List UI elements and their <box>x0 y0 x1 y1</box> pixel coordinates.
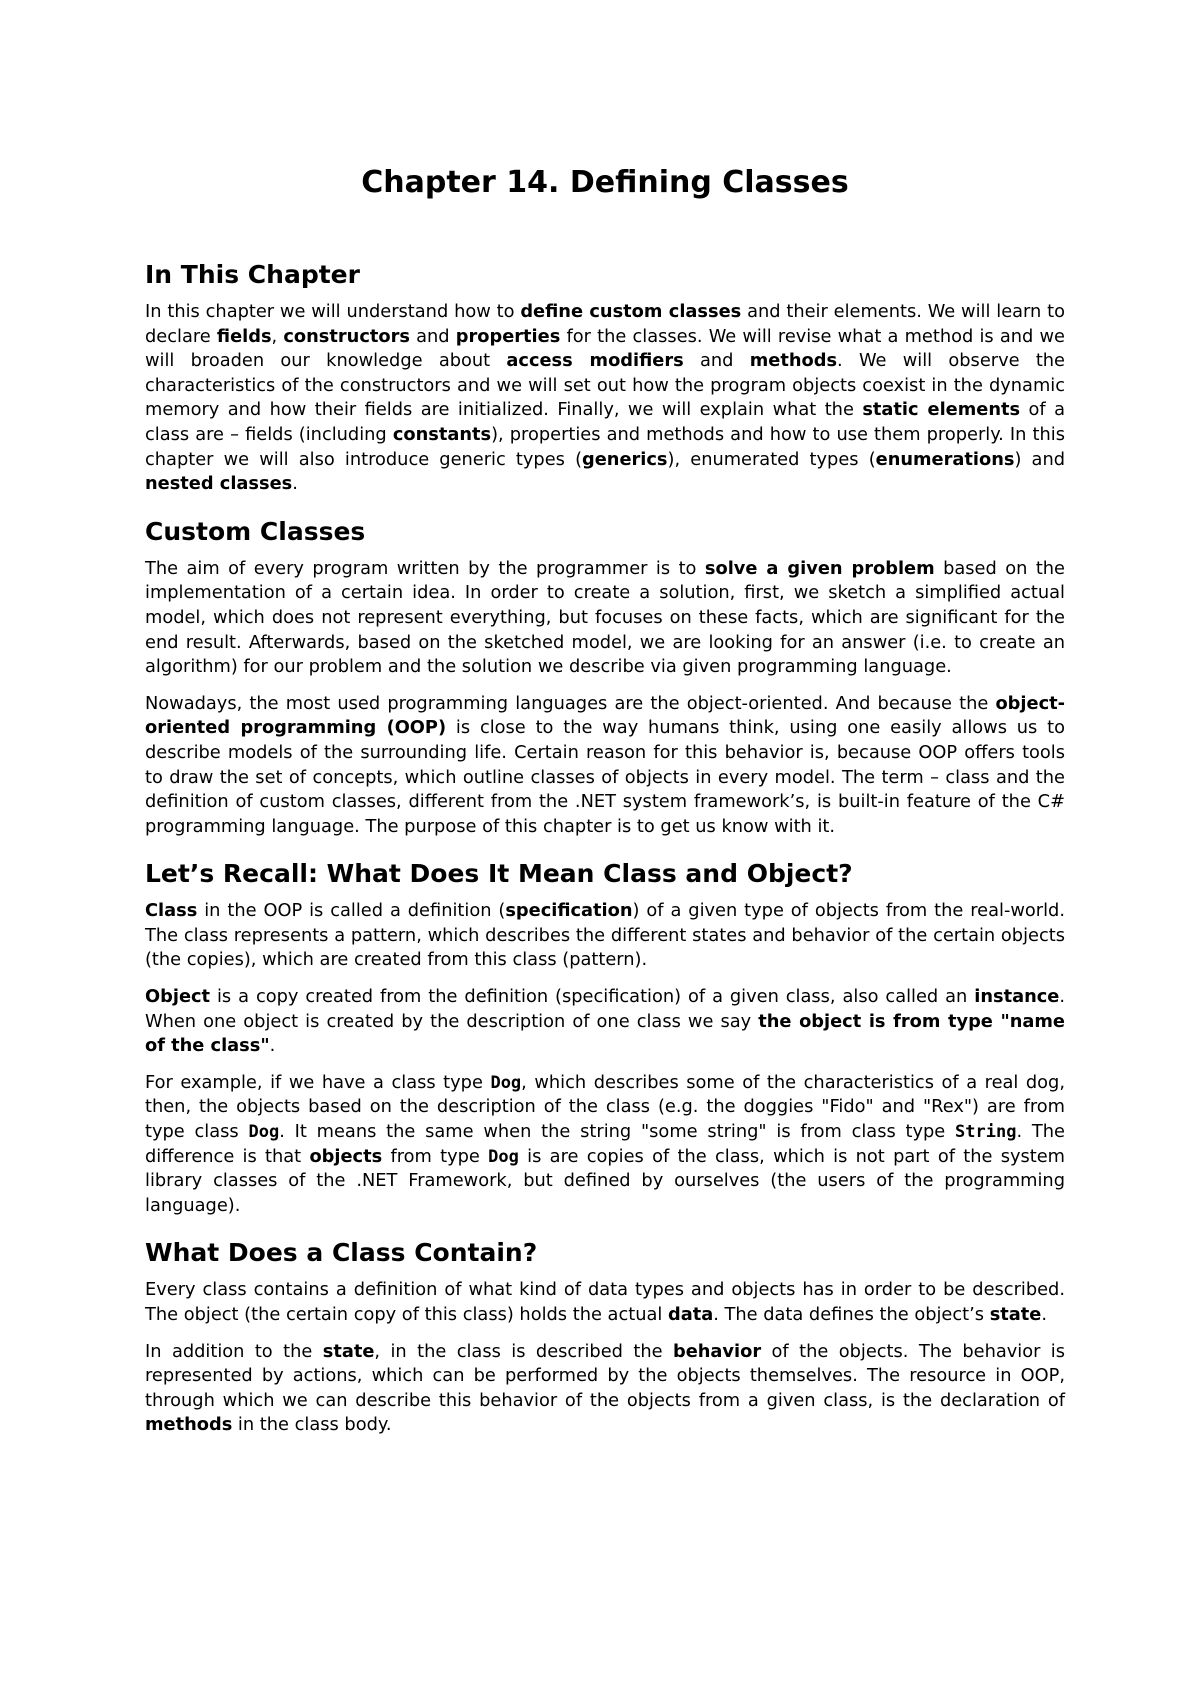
section <box>145 1236 1065 1438</box>
section <box>145 857 1065 1218</box>
bold-term: methods <box>145 1414 233 1436</box>
text-run: is close to the way humans think, using one easily allows us to describe models of the surrounding life. Certain reason for this behavior is, because OOP offers tools to draw the set of concepts, which outline classes of objects in every model. The term – class and the definition of custom classes, different from the .NET system framework’s, is built-in feature of the C# programming language. The purpose of this chapter is to get us know with it. <box>145 717 1066 837</box>
bold-term: object-oriented programming (OOP) <box>145 692 1065 739</box>
text-run: . When one object is created by the description of one class we say <box>145 986 1065 1032</box>
text-run: and <box>409 325 456 347</box>
inline-code: String <box>955 1122 1017 1143</box>
text-run: and <box>683 350 750 372</box>
text-run: ) and <box>1014 448 1065 470</box>
text-run: based on the implementation of a certain idea. In order to create a solution, first, we sketch a simplified actual model, which does not represent everything, but focuses on these facts, which are significant for the end result. Afterwards, based on the sketched model, we are looking for an answer (i.e. to create an algorithm) for our problem and the solution we describe via given programming language. <box>145 557 1066 678</box>
text-run: in the class body. <box>232 1414 392 1436</box>
text-run: , <box>271 325 284 347</box>
bold-term: Object <box>145 986 211 1008</box>
document-body <box>145 258 1065 1438</box>
inline-code: Dog <box>488 1146 519 1167</box>
inline-code: Dog <box>248 1122 280 1143</box>
chapter-title: Chapter 14. Defining Classes <box>361 165 849 200</box>
inline-code: Dog <box>490 1072 522 1093</box>
text-run: For example, if we have a class type <box>145 1071 491 1093</box>
paragraph <box>145 985 1065 1059</box>
section-heading: Let’s Recall: What Does It Mean Class and Object? <box>145 859 853 889</box>
text-run: ), enumerated types ( <box>667 448 876 470</box>
bold-term: constants <box>392 423 492 445</box>
section <box>145 258 1065 497</box>
bold-term: state <box>989 1304 1042 1325</box>
text-run: Nowadays, the most used programming languages are the object-oriented. And because the <box>145 692 996 714</box>
text-run: of the objects. The behavior is represented by actions, which can be performed by the objects themselves. The resource in OOP, through which we can describe this behavior of the objects from a given class, is the declaration of <box>145 1340 1066 1411</box>
text-run: . <box>292 473 298 495</box>
paragraph <box>145 1278 1065 1327</box>
paragraph <box>145 1340 1065 1438</box>
bold-term: solve a given problem <box>704 557 935 579</box>
paragraph <box>145 692 1065 840</box>
bold-term: fields <box>216 325 272 347</box>
text-run: is a copy created from the definition (specification) of a given class, also called an <box>210 986 975 1008</box>
bold-term: state <box>322 1340 375 1362</box>
bold-term: enumerations <box>875 448 1015 470</box>
paragraph <box>145 300 1065 497</box>
bold-term: data <box>667 1304 714 1325</box>
text-run: ), properties and methods and how to use them properly. In this chapter we will also introduce generic types ( <box>145 423 1065 470</box>
text-run: . The difference is that <box>145 1121 1065 1167</box>
text-run: The aim of every program written by the programmer is to <box>145 557 705 579</box>
text-run: from type <box>382 1145 489 1167</box>
bold-term: generics <box>582 448 668 470</box>
bold-term: behavior <box>672 1340 762 1362</box>
text-run: , which describes some of the characteristics of a real dog, then, the objects based on the description of the class (e.g. the doggies "Fido" and "Rex") are from type class <box>145 1071 1065 1143</box>
bold-term: Class <box>145 900 198 922</box>
section-heading: In This Chapter <box>145 260 360 289</box>
section-heading: What Does a Class Contain? <box>145 1238 538 1268</box>
text-run: Every class contains a definition of what kind of data types and objects has in order to be described. The object (the certain copy of this class) holds the actual <box>145 1279 1065 1325</box>
text-run: . It means the same when the string "some string" is from class type <box>279 1121 956 1143</box>
bold-term: constructors <box>283 325 410 347</box>
text-run: of a class are – fields (including <box>145 399 1065 445</box>
bold-term: properties <box>455 325 561 347</box>
paragraph <box>145 557 1065 680</box>
bold-term: objects <box>309 1145 383 1167</box>
text-run: . We will observe the characteristics of the constructors and we will set out how the program objects coexist in the dynamic memory and how their fields are initialized. Finally, we will explain what the <box>145 350 1065 421</box>
text-run: ) of a given type of objects from the real-world. The class represents a pattern, which describes the different states and behavior of the certain objects (the copies), which are created from this class (pattern). <box>145 900 1065 971</box>
bold-term: specification <box>505 900 633 922</box>
bold-term: static elements <box>862 399 1021 421</box>
bold-term: access modifiers <box>506 350 684 372</box>
text-run: for the classes. We will revise what a method is and we will broaden our knowledge about <box>145 325 1065 372</box>
bold-term: the object is from type "name of the class" <box>145 1010 1065 1057</box>
paragraph <box>145 1071 1065 1219</box>
text-run: , in the class is described the <box>374 1340 673 1362</box>
bold-term: define custom classes <box>520 301 742 322</box>
text-run: and their elements. We will learn to declare <box>145 301 1065 347</box>
text-run: is are copies of the class, which is not part of the system library classes of the .NET Framework, but defined by ourselves (the users of the programming language). <box>145 1145 1066 1216</box>
text-run: In addition to the <box>145 1340 323 1362</box>
section-heading: Custom Classes <box>145 516 366 546</box>
text-run: . <box>269 1035 276 1057</box>
text-run: In this chapter we will understand how to <box>145 301 521 322</box>
text-run: in the OOP is called a definition ( <box>197 900 506 922</box>
bold-term: methods <box>749 350 838 372</box>
bold-term: nested classes <box>145 473 293 495</box>
section <box>145 515 1065 840</box>
paragraph <box>145 899 1065 973</box>
bold-term: instance <box>974 986 1060 1008</box>
text-run: . <box>1041 1304 1047 1325</box>
document-page <box>145 160 1065 1456</box>
text-run: . The data defines the object’s <box>713 1304 990 1325</box>
